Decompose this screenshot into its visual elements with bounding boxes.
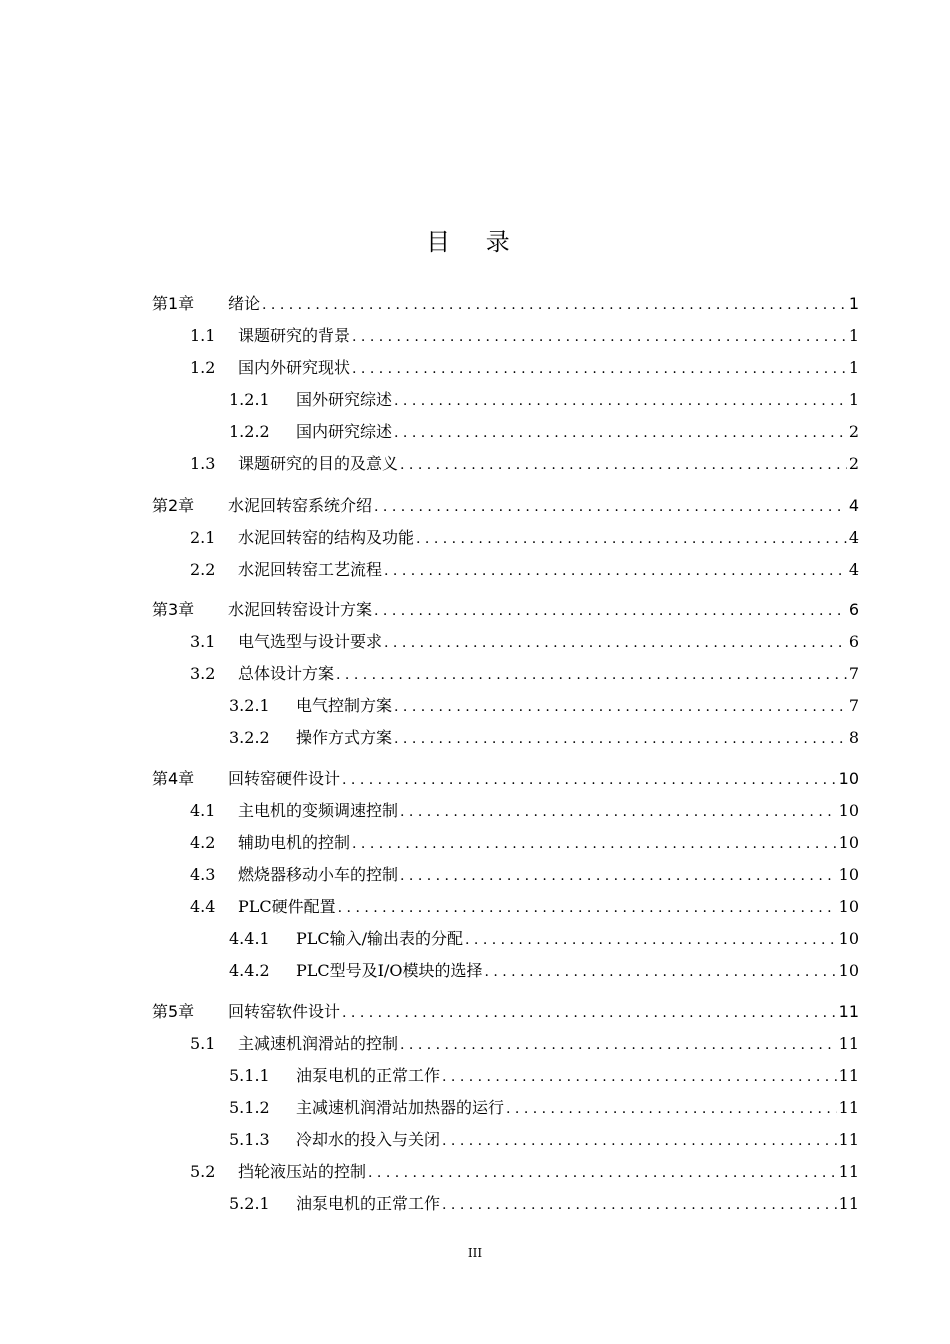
toc-section-entry[interactable]: [190, 629, 859, 655]
toc-entry-title: 国外研究综述: [296, 390, 393, 409]
toc-page-number: 1: [848, 358, 859, 377]
toc-dot-leader: [384, 630, 847, 656]
toc-section-entry[interactable]: [190, 557, 859, 583]
toc-entry-number: 5.1.3: [229, 1130, 270, 1149]
toc-entry-title: PLC型号及I/O模块的选择: [296, 961, 483, 980]
toc-dot-leader: [400, 452, 847, 478]
toc-subsection-entry[interactable]: [229, 1095, 859, 1121]
toc-entry-number: 4.4: [190, 897, 216, 916]
toc-section-entry[interactable]: [190, 1031, 859, 1057]
toc-page-number: 11: [838, 1034, 859, 1053]
toc-chapter-entry[interactable]: [152, 291, 859, 317]
toc-dot-leader: [442, 1128, 837, 1154]
toc-page-number: 11: [838, 1194, 859, 1213]
toc-entry-number: 3.2.1: [229, 696, 270, 715]
toc-page-number: 2: [848, 422, 859, 441]
toc-entry-number: 第4章: [152, 769, 195, 788]
toc-page-number: 8: [848, 728, 859, 747]
toc-page-number: 6: [848, 600, 859, 619]
toc-entry-title: 绪论: [228, 294, 261, 313]
toc-dot-leader: [394, 420, 847, 446]
toc-entry-number: 5.2.1: [229, 1194, 270, 1213]
toc-entry-title: 回转窑硬件设计: [228, 769, 341, 788]
toc-page-number: 1: [848, 390, 859, 409]
toc-page-number: 11: [838, 1066, 859, 1085]
toc-entry-title: 油泵电机的正常工作: [296, 1194, 441, 1213]
toc-entry-number: 3.2: [190, 664, 216, 683]
toc-section-entry[interactable]: [190, 798, 859, 824]
toc-dot-leader: [416, 526, 847, 552]
toc-entry-title: 课题研究的目的及意义: [238, 454, 399, 473]
toc-subsection-entry[interactable]: [229, 419, 859, 445]
toc-dot-leader: [352, 831, 837, 857]
toc-entry-title: PLC输入/输出表的分配: [296, 929, 464, 948]
toc-chapter-entry[interactable]: [152, 999, 859, 1025]
toc-subsection-entry[interactable]: [229, 1063, 859, 1089]
toc-dot-leader: [342, 1000, 837, 1026]
toc-entry-number: 5.1.1: [229, 1066, 270, 1085]
toc-entry-title: 国内研究综述: [296, 422, 393, 441]
toc-dot-leader: [400, 863, 837, 889]
toc-page-number: 11: [838, 1162, 859, 1181]
toc-dot-leader: [384, 558, 847, 584]
toc-section-entry[interactable]: [190, 451, 859, 477]
toc-entry-title: 燃烧器移动小车的控制: [238, 865, 399, 884]
toc-subsection-entry[interactable]: [229, 1191, 859, 1217]
toc-page-number: 10: [838, 929, 859, 948]
toc-dot-leader: [394, 388, 847, 414]
toc-page-number: 10: [838, 833, 859, 852]
toc-page-number: 11: [838, 1002, 859, 1021]
toc-page-number: 4: [848, 528, 859, 547]
toc-section-entry[interactable]: [190, 661, 859, 687]
toc-entry-title: 主减速机润滑站加热器的运行: [296, 1098, 505, 1117]
toc-entry-number: 1.1: [190, 326, 216, 345]
toc-page-number: 10: [838, 961, 859, 980]
toc-page-number: 6: [848, 632, 859, 651]
toc-entry-number: 第1章: [152, 294, 195, 313]
toc-page-number: 10: [838, 769, 859, 788]
toc-title: 目 录: [426, 228, 524, 256]
toc-dot-leader: [374, 494, 847, 520]
toc-page-number: 11: [838, 1098, 859, 1117]
toc-dot-leader: [442, 1064, 837, 1090]
toc-section-entry[interactable]: [190, 323, 859, 349]
toc-entry-number: 3.1: [190, 632, 216, 651]
toc-entry-number: 4.4.1: [229, 929, 270, 948]
toc-entry-number: 1.3: [190, 454, 216, 473]
toc-entry-number: 1.2: [190, 358, 216, 377]
toc-dot-leader: [506, 1096, 837, 1122]
toc-dot-leader: [352, 324, 847, 350]
toc-page-number: 4: [848, 560, 859, 579]
toc-page-number: 10: [838, 897, 859, 916]
toc-dot-leader: [442, 1192, 837, 1218]
toc-entry-title: 电气控制方案: [296, 696, 393, 715]
toc-section-entry[interactable]: [190, 525, 859, 551]
toc-dot-leader: [394, 694, 847, 720]
toc-entry-number: 第5章: [152, 1002, 195, 1021]
toc-subsection-entry[interactable]: [229, 693, 859, 719]
toc-page-number: 2: [848, 454, 859, 473]
toc-entry-number: 5.1: [190, 1034, 216, 1053]
toc-page-number: 10: [838, 801, 859, 820]
toc-chapter-entry[interactable]: [152, 766, 859, 792]
toc-dot-leader: [342, 767, 837, 793]
toc-section-entry[interactable]: [190, 894, 859, 920]
toc-entry-number: 4.4.2: [229, 961, 270, 980]
toc-dot-leader: [352, 356, 847, 382]
toc-page-number: 7: [848, 664, 859, 683]
toc-entry-title: 总体设计方案: [238, 664, 335, 683]
toc-entry-number: 4.1: [190, 801, 216, 820]
toc-entry-title: PLC硬件配置: [238, 897, 336, 916]
toc-dot-leader: [374, 598, 847, 624]
toc-page-number: 7: [848, 696, 859, 715]
toc-entry-title: 主电机的变频调速控制: [238, 801, 399, 820]
toc-dot-leader: [368, 1160, 837, 1186]
toc-entry-number: 4.2: [190, 833, 216, 852]
toc-subsection-entry[interactable]: [229, 387, 859, 413]
toc-entry-number: 2.2: [190, 560, 216, 579]
toc-entry-number: 4.3: [190, 865, 216, 884]
toc-entry-title: 油泵电机的正常工作: [296, 1066, 441, 1085]
toc-page-number: 4: [848, 496, 859, 515]
page-number-footer: III: [467, 1246, 483, 1260]
toc-entry-number: 5.2: [190, 1162, 216, 1181]
toc-dot-leader: [400, 799, 837, 825]
toc-dot-leader: [400, 1032, 837, 1058]
toc-dot-leader: [484, 959, 836, 985]
toc-entry-title: 课题研究的背景: [238, 326, 351, 345]
toc-entry-number: 第2章: [152, 496, 195, 515]
toc-chapter-entry[interactable]: [152, 597, 859, 623]
toc-entry-number: 1.2.1: [229, 390, 270, 409]
toc-section-entry[interactable]: [190, 1159, 859, 1185]
toc-entry-title: 挡轮液压站的控制: [238, 1162, 367, 1181]
toc-page-number: 11: [838, 1130, 859, 1149]
toc-page-number: 1: [848, 326, 859, 345]
toc-section-entry[interactable]: [190, 862, 859, 888]
toc-entry-title: 国内外研究现状: [238, 358, 351, 377]
toc-page-number: 10: [838, 865, 859, 884]
toc-chapter-entry[interactable]: [152, 493, 859, 519]
toc-entry-title: 电气选型与设计要求: [238, 632, 383, 651]
toc-section-entry[interactable]: [190, 830, 859, 856]
toc-entry-number: 2.1: [190, 528, 216, 547]
toc-entry-title: 水泥回转窑系统介绍: [228, 496, 373, 515]
toc-entry-title: 冷却水的投入与关闭: [296, 1130, 441, 1149]
toc-entry-number: 1.2.2: [229, 422, 270, 441]
toc-subsection-entry[interactable]: [229, 926, 859, 952]
toc-entry-number: 3.2.2: [229, 728, 270, 747]
toc-dot-leader: [336, 662, 847, 688]
toc-subsection-entry[interactable]: [229, 725, 859, 751]
toc-dot-leader: [465, 927, 837, 953]
toc-entry-number: 第3章: [152, 600, 195, 619]
toc-entry-title: 水泥回转窑工艺流程: [238, 560, 383, 579]
toc-entry-title: 辅助电机的控制: [238, 833, 351, 852]
toc-entry-title: 操作方式方案: [296, 728, 393, 747]
toc-entry-title: 主减速机润滑站的控制: [238, 1034, 399, 1053]
toc-entry-title: 回转窑软件设计: [228, 1002, 341, 1021]
toc-dot-leader: [394, 726, 847, 752]
toc-entry-title: 水泥回转窑的结构及功能: [238, 528, 415, 547]
toc-entry-number: 5.1.2: [229, 1098, 270, 1117]
toc-section-entry[interactable]: [190, 355, 859, 381]
toc-subsection-entry[interactable]: [229, 1127, 859, 1153]
toc-page-number: 1: [848, 294, 859, 313]
toc-entry-title: 水泥回转窑设计方案: [228, 600, 373, 619]
toc-dot-leader: [262, 292, 847, 318]
toc-dot-leader: [338, 895, 837, 921]
toc-subsection-entry[interactable]: [229, 958, 859, 984]
